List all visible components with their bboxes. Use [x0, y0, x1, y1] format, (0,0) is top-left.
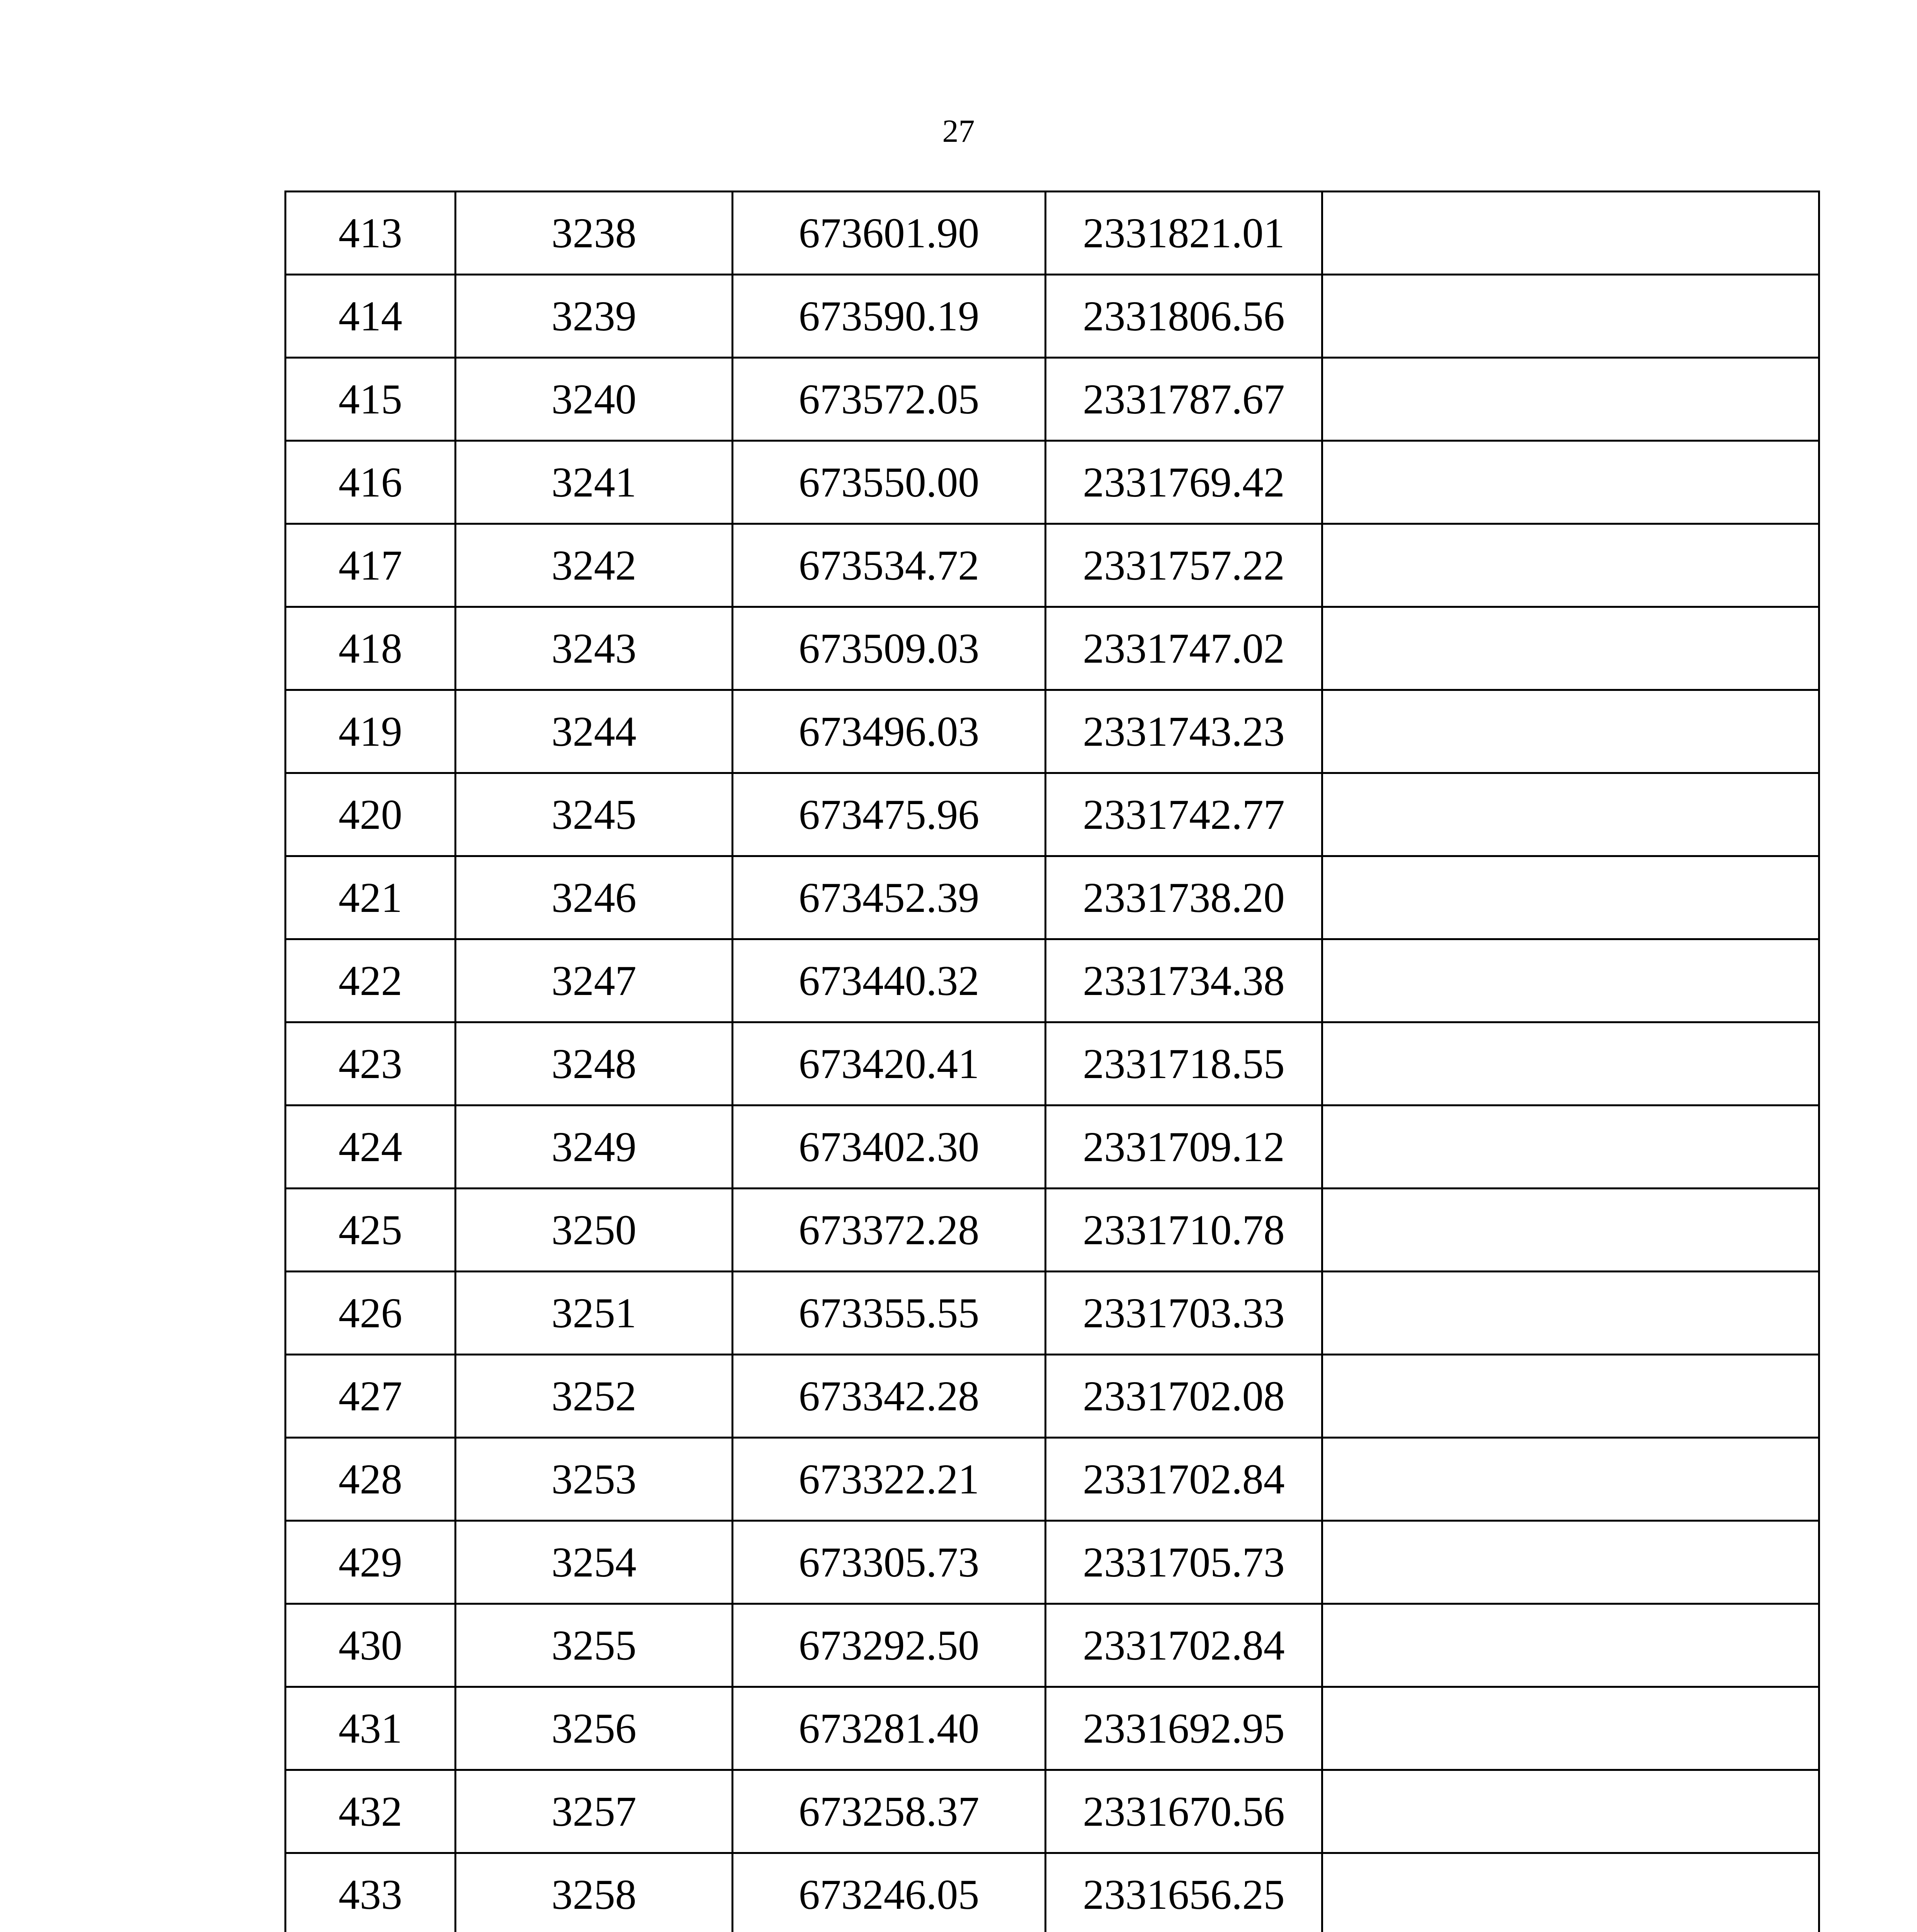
x-coordinate-cell: 673590.19 [733, 275, 1046, 358]
row-index-cell: 418 [286, 607, 456, 690]
point-number-cell: 3241 [456, 441, 733, 524]
table-row [286, 1355, 1819, 1438]
point-number-cell: 3238 [456, 192, 733, 275]
row-index-cell: 433 [286, 1853, 456, 1932]
table-row [286, 607, 1819, 690]
x-coordinate-cell: 673258.37 [733, 1770, 1046, 1853]
table-row [286, 441, 1819, 524]
table-row [286, 1853, 1819, 1932]
point-number-cell: 3253 [456, 1438, 733, 1521]
row-index-cell: 422 [286, 939, 456, 1022]
y-coordinate-cell: 2331670.56 [1046, 1770, 1322, 1853]
x-coordinate-cell: 673452.39 [733, 856, 1046, 939]
x-coordinate-cell: 673550.00 [733, 441, 1046, 524]
y-coordinate-cell: 2331702.84 [1046, 1438, 1322, 1521]
row-index-cell: 426 [286, 1272, 456, 1355]
y-coordinate-cell: 2331702.08 [1046, 1355, 1322, 1438]
note-cell [1322, 1770, 1819, 1853]
table-row [286, 773, 1819, 856]
point-number-cell: 3258 [456, 1853, 733, 1932]
x-coordinate-cell: 673246.05 [733, 1853, 1046, 1932]
row-index-cell: 415 [286, 358, 456, 441]
y-coordinate-cell: 2331702.84 [1046, 1604, 1322, 1687]
y-coordinate-cell: 2331787.67 [1046, 358, 1322, 441]
y-coordinate-cell: 2331769.42 [1046, 441, 1322, 524]
y-coordinate-cell: 2331734.38 [1046, 939, 1322, 1022]
table-row [286, 1438, 1819, 1521]
table-row [286, 856, 1819, 939]
note-cell [1322, 358, 1819, 441]
point-number-cell: 3255 [456, 1604, 733, 1687]
y-coordinate-cell: 2331705.73 [1046, 1521, 1322, 1604]
y-coordinate-cell: 2331703.33 [1046, 1272, 1322, 1355]
note-cell [1322, 1521, 1819, 1604]
x-coordinate-cell: 673440.32 [733, 939, 1046, 1022]
y-coordinate-cell: 2331692.95 [1046, 1687, 1322, 1770]
row-index-cell: 421 [286, 856, 456, 939]
row-index-cell: 423 [286, 1022, 456, 1105]
point-number-cell: 3246 [456, 856, 733, 939]
note-cell [1322, 1355, 1819, 1438]
y-coordinate-cell: 2331742.77 [1046, 773, 1322, 856]
point-number-cell: 3250 [456, 1189, 733, 1272]
point-number-cell: 3252 [456, 1355, 733, 1438]
x-coordinate-cell: 673281.40 [733, 1687, 1046, 1770]
note-cell [1322, 607, 1819, 690]
x-coordinate-cell: 673342.28 [733, 1355, 1046, 1438]
row-index-cell: 432 [286, 1770, 456, 1853]
row-index-cell: 417 [286, 524, 456, 607]
page-number: 27 [942, 113, 975, 149]
x-coordinate-cell: 673292.50 [733, 1604, 1046, 1687]
table-row [286, 939, 1819, 1022]
y-coordinate-cell: 2331757.22 [1046, 524, 1322, 607]
y-coordinate-cell: 2331718.55 [1046, 1022, 1322, 1105]
row-index-cell: 413 [286, 192, 456, 275]
row-index-cell: 425 [286, 1189, 456, 1272]
y-coordinate-cell: 2331821.01 [1046, 192, 1322, 275]
note-cell [1322, 1189, 1819, 1272]
point-number-cell: 3256 [456, 1687, 733, 1770]
coordinate-table [284, 190, 1820, 1932]
table-row [286, 358, 1819, 441]
table-row [286, 690, 1819, 773]
y-coordinate-cell: 2331656.25 [1046, 1853, 1322, 1932]
row-index-cell: 431 [286, 1687, 456, 1770]
y-coordinate-cell: 2331743.23 [1046, 690, 1322, 773]
x-coordinate-cell: 673475.96 [733, 773, 1046, 856]
y-coordinate-cell: 2331710.78 [1046, 1189, 1322, 1272]
point-number-cell: 3254 [456, 1521, 733, 1604]
x-coordinate-cell: 673372.28 [733, 1189, 1046, 1272]
note-cell [1322, 275, 1819, 358]
table-row [286, 275, 1819, 358]
point-number-cell: 3245 [456, 773, 733, 856]
note-cell [1322, 524, 1819, 607]
y-coordinate-cell: 2331747.02 [1046, 607, 1322, 690]
table-row [286, 1770, 1819, 1853]
row-index-cell: 429 [286, 1521, 456, 1604]
y-coordinate-cell: 2331738.20 [1046, 856, 1322, 939]
note-cell [1322, 1853, 1819, 1932]
note-cell [1322, 773, 1819, 856]
y-coordinate-cell: 2331709.12 [1046, 1105, 1322, 1189]
note-cell [1322, 1272, 1819, 1355]
note-cell [1322, 192, 1819, 275]
table-row [286, 192, 1819, 275]
note-cell [1322, 690, 1819, 773]
x-coordinate-cell: 673496.03 [733, 690, 1046, 773]
x-coordinate-cell: 673355.55 [733, 1272, 1046, 1355]
row-index-cell: 427 [286, 1355, 456, 1438]
x-coordinate-cell: 673402.30 [733, 1105, 1046, 1189]
row-index-cell: 428 [286, 1438, 456, 1521]
table-row [286, 1604, 1819, 1687]
table-row [286, 1189, 1819, 1272]
point-number-cell: 3249 [456, 1105, 733, 1189]
row-index-cell: 430 [286, 1604, 456, 1687]
point-number-cell: 3247 [456, 939, 733, 1022]
point-number-cell: 3239 [456, 275, 733, 358]
x-coordinate-cell: 673534.72 [733, 524, 1046, 607]
x-coordinate-cell: 673305.73 [733, 1521, 1046, 1604]
note-cell [1322, 1022, 1819, 1105]
row-index-cell: 424 [286, 1105, 456, 1189]
note-cell [1322, 856, 1819, 939]
table-row [286, 524, 1819, 607]
row-index-cell: 414 [286, 275, 456, 358]
row-index-cell: 416 [286, 441, 456, 524]
row-index-cell: 419 [286, 690, 456, 773]
table-body [286, 192, 1819, 1932]
note-cell [1322, 1105, 1819, 1189]
note-cell [1322, 1438, 1819, 1521]
note-cell [1322, 1687, 1819, 1770]
x-coordinate-cell: 673322.21 [733, 1438, 1046, 1521]
note-cell [1322, 1604, 1819, 1687]
point-number-cell: 3243 [456, 607, 733, 690]
point-number-cell: 3257 [456, 1770, 733, 1853]
y-coordinate-cell: 2331806.56 [1046, 275, 1322, 358]
row-index-cell: 420 [286, 773, 456, 856]
point-number-cell: 3242 [456, 524, 733, 607]
table-row [286, 1105, 1819, 1189]
point-number-cell: 3251 [456, 1272, 733, 1355]
x-coordinate-cell: 673420.41 [733, 1022, 1046, 1105]
note-cell [1322, 939, 1819, 1022]
x-coordinate-cell: 673601.90 [733, 192, 1046, 275]
table-row [286, 1272, 1819, 1355]
point-number-cell: 3248 [456, 1022, 733, 1105]
x-coordinate-cell: 673572.05 [733, 358, 1046, 441]
table-row [286, 1022, 1819, 1105]
point-number-cell: 3240 [456, 358, 733, 441]
note-cell [1322, 441, 1819, 524]
point-number-cell: 3244 [456, 690, 733, 773]
table-row [286, 1687, 1819, 1770]
x-coordinate-cell: 673509.03 [733, 607, 1046, 690]
table-row [286, 1521, 1819, 1604]
